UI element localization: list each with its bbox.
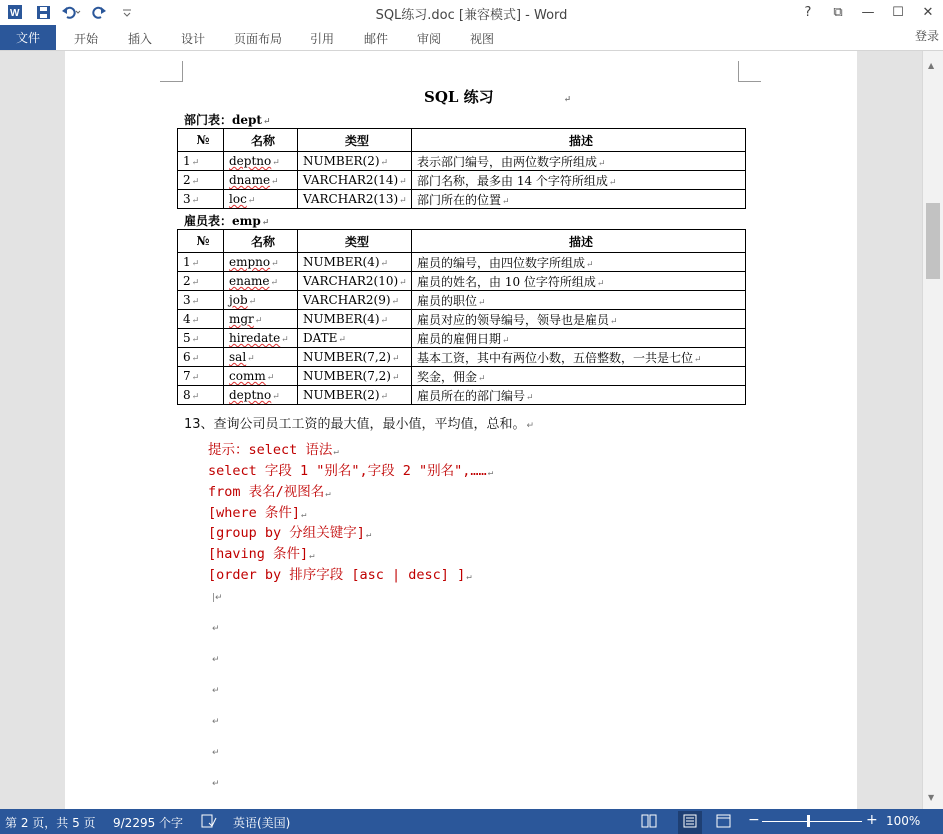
- cell-text: 6: [183, 350, 191, 364]
- sql-hint-line: [group by 分组关键字]↵: [208, 525, 372, 541]
- cell-text: 5: [183, 331, 191, 345]
- close-button[interactable]: ✕: [922, 4, 934, 20]
- sql-hint-line: [order by 排序字段 [asc | desc] ]↵: [208, 567, 472, 583]
- zoom-level[interactable]: 100%: [886, 814, 921, 828]
- table-cell: 表示部门编号，由两位数字所组成↵: [412, 152, 746, 171]
- cell-text: VARCHAR2(14): [303, 173, 399, 187]
- cell-text: deptno: [229, 388, 272, 402]
- table-cell: NUMBER(4)↵: [298, 310, 412, 329]
- minimize-button[interactable]: —: [861, 4, 875, 20]
- window-controls: [793, 0, 943, 24]
- cell-text: job: [229, 293, 248, 307]
- svg-text:W: W: [10, 8, 20, 19]
- table-cell: 雇员的职位↵: [412, 291, 746, 310]
- table-cell: 2↵: [178, 171, 224, 190]
- dept-table-label: 部门表：dept↵: [184, 113, 271, 127]
- paragraph-mark: ↵: [212, 717, 220, 727]
- cell-text: 3: [183, 192, 191, 206]
- tab-insert[interactable]: 插入: [128, 32, 153, 46]
- help-button[interactable]: ?: [804, 4, 812, 20]
- table-row: [178, 190, 746, 209]
- sql-hint-text: [order by 排序字段 [asc | desc] ]: [208, 567, 466, 583]
- table-cell: 2↵: [178, 272, 224, 291]
- table-cell: VARCHAR2(9)↵: [298, 291, 412, 310]
- table-cell: job↵: [224, 291, 298, 310]
- table-header-row: [178, 129, 746, 152]
- table-cell: 7↵: [178, 367, 224, 386]
- paragraph-mark: ↵: [212, 624, 220, 634]
- cell-text: 4: [183, 312, 191, 326]
- sql-hint-line: 提示：select 语法↵: [208, 442, 339, 458]
- cell-text: 基本工资，其中有两位小数，五倍整数，一共是七位: [417, 350, 694, 365]
- table-row: [178, 329, 746, 348]
- column-header: 类型: [298, 129, 412, 152]
- scroll-up-arrow-icon[interactable]: ▲: [928, 61, 935, 70]
- table-row: [178, 272, 746, 291]
- table-row: [178, 291, 746, 310]
- table-cell: DATE↵: [298, 329, 412, 348]
- cell-text: 雇员所在的部门编号: [417, 388, 526, 403]
- dept-table: [177, 128, 746, 209]
- column-header: 名称: [224, 230, 298, 253]
- column-header: 描述: [412, 230, 746, 253]
- table-cell: NUMBER(2)↵: [298, 152, 412, 171]
- table-cell: 1↵: [178, 152, 224, 171]
- title-bar: [0, 0, 943, 25]
- table-cell: 4↵: [178, 310, 224, 329]
- dept-table-label-text: 部门表：dept: [184, 113, 262, 127]
- read-mode-icon[interactable]: [641, 814, 657, 831]
- table-cell: 部门所在的位置↵: [412, 190, 746, 209]
- crop-mark-left: [160, 61, 183, 82]
- sql-hint-line: from 表名/视图名↵: [208, 484, 331, 500]
- maximize-button[interactable]: ☐: [892, 4, 904, 20]
- cell-text: sal: [229, 350, 247, 364]
- table-cell: 6↵: [178, 348, 224, 367]
- column-header: №: [178, 129, 224, 152]
- cell-text: 1: [183, 255, 191, 269]
- table-cell: sal↵: [224, 348, 298, 367]
- status-bar: [0, 809, 943, 834]
- text-cursor: |↵: [212, 593, 223, 603]
- table-row: [178, 253, 746, 272]
- table-cell: dname↵: [224, 171, 298, 190]
- paragraph-mark: ↵: [212, 655, 220, 665]
- cell-text: mgr: [229, 312, 254, 326]
- tab-file[interactable]: 文件: [0, 25, 56, 50]
- cell-text: NUMBER(7,2): [303, 369, 391, 383]
- web-layout-icon[interactable]: [716, 814, 732, 831]
- cell-text: 雇员的编号，由四位数字所组成: [417, 255, 586, 270]
- scrollbar-thumb[interactable]: [926, 203, 940, 279]
- print-layout-icon[interactable]: [678, 811, 702, 834]
- vertical-scrollbar[interactable]: [922, 51, 943, 809]
- cell-text: 部门名称，最多由 14 个字符所组成: [417, 173, 608, 188]
- cell-text: comm: [229, 369, 266, 383]
- table-cell: NUMBER(7,2)↵: [298, 367, 412, 386]
- table-cell: 部门名称，最多由 14 个字符所组成↵: [412, 171, 746, 190]
- tab-references[interactable]: 引用: [310, 32, 335, 46]
- table-header-row: [178, 230, 746, 253]
- document-title-text: SQL 练习: [424, 88, 494, 106]
- table-cell: 雇员的编号，由四位数字所组成↵: [412, 253, 746, 272]
- table-cell: mgr↵: [224, 310, 298, 329]
- emp-table: [177, 229, 746, 405]
- cell-text: VARCHAR2(13): [303, 192, 399, 206]
- cell-text: 雇员对应的领导编号，领导也是雇员: [417, 312, 610, 327]
- paragraph-mark: ↵: [212, 779, 220, 789]
- tab-view[interactable]: 视图: [470, 32, 495, 46]
- cell-text: hiredate: [229, 331, 281, 345]
- cell-text: dname: [229, 173, 271, 187]
- sql-hint-text: [group by 分组关键字]: [208, 525, 365, 541]
- cell-text: 7: [183, 369, 191, 383]
- zoom-slider-track[interactable]: [762, 821, 862, 822]
- table-row: [178, 348, 746, 367]
- cell-text: empno: [229, 255, 271, 269]
- table-cell: loc↵: [224, 190, 298, 209]
- sql-hint-line: [where 条件]↵: [208, 505, 307, 521]
- table-cell: ename↵: [224, 272, 298, 291]
- table-row: [178, 310, 746, 329]
- cell-text: loc: [229, 192, 247, 206]
- tab-mailings[interactable]: 邮件: [364, 32, 389, 46]
- table-cell: hiredate↵: [224, 329, 298, 348]
- column-header: 描述: [412, 129, 746, 152]
- ribbon-tabs: [0, 25, 943, 51]
- table-cell: 基本工资，其中有两位小数，五倍整数，一共是七位↵: [412, 348, 746, 367]
- cell-text: ename: [229, 274, 270, 288]
- cell-text: NUMBER(7,2): [303, 350, 391, 364]
- table-cell: 3↵: [178, 190, 224, 209]
- cell-text: 8: [183, 388, 191, 402]
- ribbon-display-options-button[interactable]: ⧉: [833, 4, 843, 20]
- cell-text: 雇员的姓名，由 10 位字符所组成: [417, 274, 596, 289]
- sql-hint-text: select 字段 1 "别名",字段 2 "别名",……: [208, 463, 487, 479]
- cell-text: DATE: [303, 331, 338, 345]
- table-cell: deptno↵: [224, 386, 298, 405]
- table-row: [178, 367, 746, 386]
- cell-text: 2: [183, 173, 191, 187]
- tab-review[interactable]: 审阅: [417, 32, 442, 46]
- question-text: 13、查询公司员工工资的最大值，最小值，平均值，总和。↵: [184, 417, 535, 432]
- table-cell: 5↵: [178, 329, 224, 348]
- cell-text: NUMBER(4): [303, 255, 380, 269]
- zoom-in-button[interactable]: +: [866, 812, 878, 828]
- window-title: SQL练习.doc [兼容模式] - Word: [375, 8, 568, 23]
- table-cell: empno↵: [224, 253, 298, 272]
- column-header: 类型: [298, 230, 412, 253]
- sql-hint-text: [having 条件]: [208, 546, 309, 562]
- scroll-down-arrow-icon[interactable]: ▼: [928, 793, 935, 802]
- table-row: [178, 386, 746, 405]
- table-row: [178, 152, 746, 171]
- table-cell: comm↵: [224, 367, 298, 386]
- sql-hint-text: [where 条件]: [208, 505, 301, 521]
- cell-text: deptno: [229, 154, 272, 168]
- paragraph-mark: ↵: [212, 748, 220, 758]
- cell-text: 1: [183, 154, 191, 168]
- table-cell: VARCHAR2(14)↵: [298, 171, 412, 190]
- sign-in-link[interactable]: 登录: [914, 29, 939, 43]
- cell-text: 2: [183, 274, 191, 288]
- cell-text: NUMBER(4): [303, 312, 380, 326]
- sql-hint-line: select 字段 1 "别名",字段 2 "别名",……↵: [208, 463, 494, 479]
- cell-text: 表示部门编号，由两位数字所组成: [417, 154, 598, 169]
- table-cell: 雇员对应的领导编号，领导也是雇员↵: [412, 310, 746, 329]
- sql-hint-text: 提示：select 语法: [208, 442, 333, 458]
- table-row: [178, 171, 746, 190]
- table-cell: 1↵: [178, 253, 224, 272]
- table-cell: VARCHAR2(10)↵: [298, 272, 412, 291]
- table-cell: 雇员所在的部门编号↵: [412, 386, 746, 405]
- tab-home[interactable]: 开始: [74, 32, 99, 46]
- cell-text: 3: [183, 293, 191, 307]
- table-cell: 奖金，佣金↵: [412, 367, 746, 386]
- zoom-slider-thumb[interactable]: [807, 815, 810, 827]
- zoom-out-button[interactable]: −: [748, 812, 760, 828]
- table-cell: 雇员的姓名，由 10 位字符所组成↵: [412, 272, 746, 291]
- table-cell: 8↵: [178, 386, 224, 405]
- crop-mark-right: [738, 61, 761, 82]
- cell-text: 雇员的雇佣日期: [417, 331, 502, 346]
- table-cell: 3↵: [178, 291, 224, 310]
- tab-design[interactable]: 设计: [181, 32, 206, 46]
- table-cell: deptno↵: [224, 152, 298, 171]
- language-indicator[interactable]: 英语(美国): [233, 816, 291, 830]
- emp-table-label-text: 雇员表：emp: [184, 214, 261, 228]
- tab-page-layout[interactable]: 页面布局: [234, 32, 283, 46]
- page-count[interactable]: 第 2 页，共 5 页: [5, 816, 96, 830]
- emp-table-label: 雇员表：emp↵: [184, 214, 270, 228]
- paragraph-mark: ↵: [212, 686, 220, 696]
- cell-text: NUMBER(2): [303, 154, 380, 168]
- column-header: 名称: [224, 129, 298, 152]
- table-cell: NUMBER(7,2)↵: [298, 348, 412, 367]
- cell-text: 奖金，佣金: [417, 369, 478, 384]
- table-cell: VARCHAR2(13)↵: [298, 190, 412, 209]
- cell-text: NUMBER(2): [303, 388, 380, 402]
- proofing-icon[interactable]: [201, 814, 217, 831]
- cell-text: VARCHAR2(9): [303, 293, 391, 307]
- word-count[interactable]: 9/2295 个字: [113, 816, 184, 830]
- sql-hint-line: [having 条件]↵: [208, 546, 315, 562]
- cell-text: VARCHAR2(10): [303, 274, 399, 288]
- column-header: №: [178, 230, 224, 253]
- document-title: SQL 练习 ↵: [424, 88, 572, 106]
- question-text-content: 13、查询公司员工工资的最大值，最小值，平均值，总和。: [184, 417, 526, 432]
- cell-text: 雇员的职位: [417, 293, 478, 308]
- cell-text: 部门所在的位置: [417, 192, 502, 207]
- table-cell: NUMBER(4)↵: [298, 253, 412, 272]
- table-cell: 雇员的雇佣日期↵: [412, 329, 746, 348]
- sql-hint-text: from 表名/视图名: [208, 484, 325, 500]
- table-cell: NUMBER(2)↵: [298, 386, 412, 405]
